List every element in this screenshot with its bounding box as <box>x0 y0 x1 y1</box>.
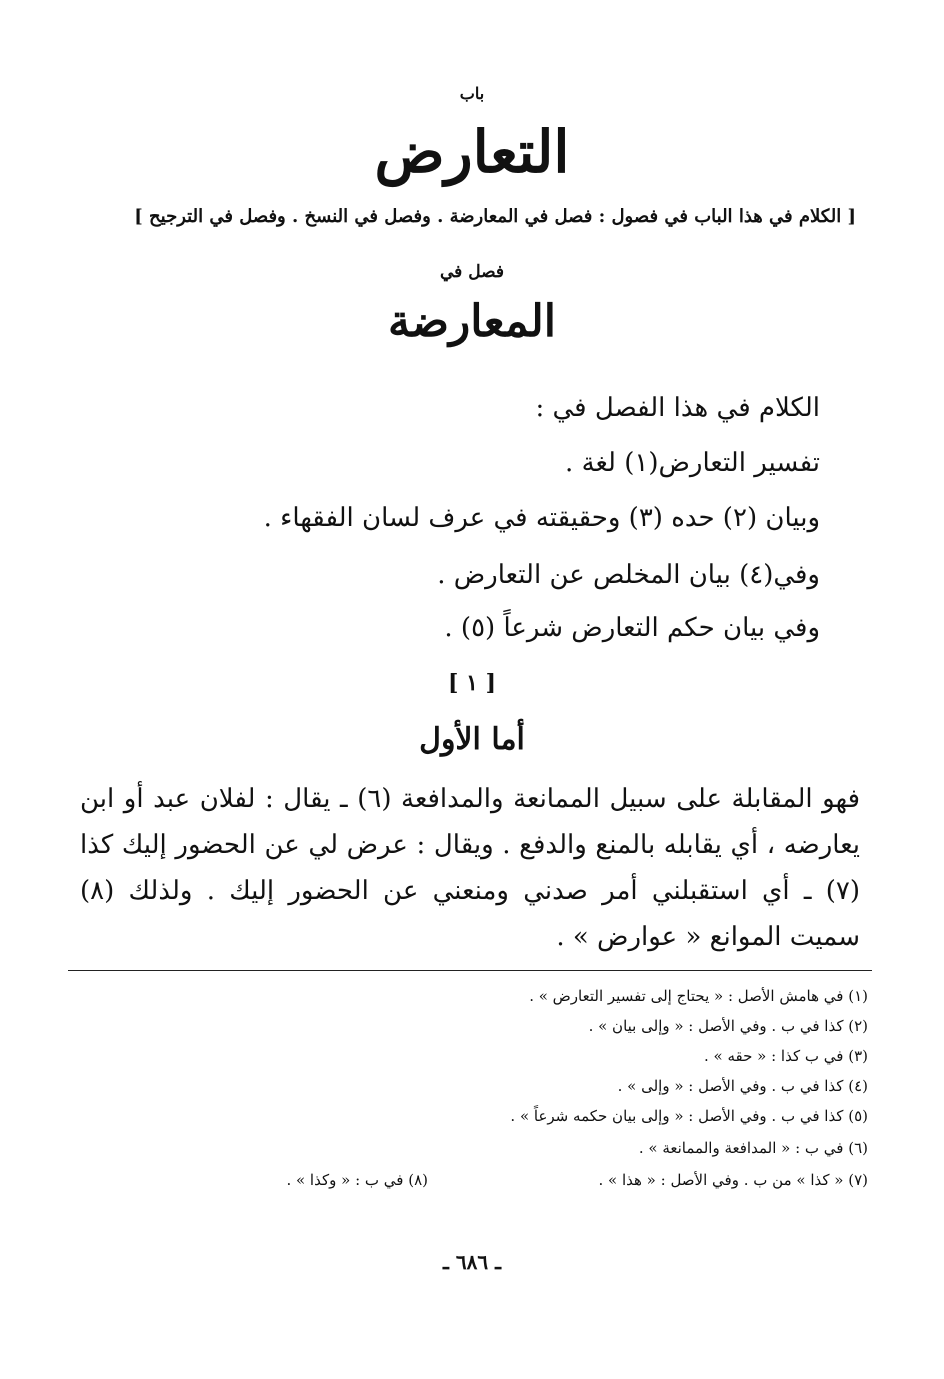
footnote: (٣) في ب كذا : « حقه » . <box>704 1047 868 1065</box>
part-number: [ ١ ] <box>448 670 496 696</box>
chapter-scope-note: [ الكلام في هذا الباب في فصول : فصل في المعارضة . وفصل في النسخ . وفصل في الترجيح ] <box>134 206 856 227</box>
section-title: المعارضة <box>388 296 556 347</box>
chapter-title: التعارض <box>374 118 570 186</box>
intro-line: وفي(٤) بيان المخلص عن التعارض . <box>437 560 820 590</box>
footnote: (٢) كذا في ب . وفي الأصل : « وإلى بيان » . <box>588 1017 868 1035</box>
intro-line: الكلام في هذا الفصل في : <box>535 393 820 423</box>
intro-line: تفسير التعارض(١) لغة . <box>565 448 820 478</box>
footnote: (٧) « كذا » من ب . وفي الأصل : « هذا » . <box>598 1171 868 1189</box>
part-title: أما الأول <box>419 722 525 757</box>
intro-line: وفي بيان حكم التعارض شرعاً (٥) . <box>444 613 820 643</box>
section-prefix: فصل في <box>440 262 504 282</box>
footnote: (١) في هامش الأصل : « يحتاج إلى تفسير التعارض » . <box>529 987 868 1005</box>
body-paragraph: فهو المقابلة على سبيل الممانعة والمدافعة (٦) ـ يقال : لفلان عبد أو ابن يعارضه ، أي يقابله بالمنع والدفع . ويقال : عرض لي عن الحضور إليك كذا (٧) ـ أي استقبلني أمر صدني ومنعني عن الحضور إليك . ولذلك (٨) سميت الموانع « عوارض » . <box>80 784 860 952</box>
footnote: (٨) في ب : « وكذا » . <box>286 1171 428 1189</box>
footnote-divider <box>68 970 872 971</box>
chapter-prefix: باب <box>459 84 485 103</box>
intro-line: وبيان (٢) حده (٣) وحقيقته في عرف لسان الفقهاء . <box>263 503 820 533</box>
page-number: ـ ٦٨٦ ـ <box>443 1250 501 1274</box>
footnote: (٤) كذا في ب . وفي الأصل : « وإلى » . <box>617 1077 868 1095</box>
footnote: (٥) كذا في ب . وفي الأصل : « وإلى بيان حكمه شرعاً » . <box>510 1107 868 1125</box>
footnote: (٦) في ب : « المدافعة والممانعة » . <box>638 1139 868 1157</box>
